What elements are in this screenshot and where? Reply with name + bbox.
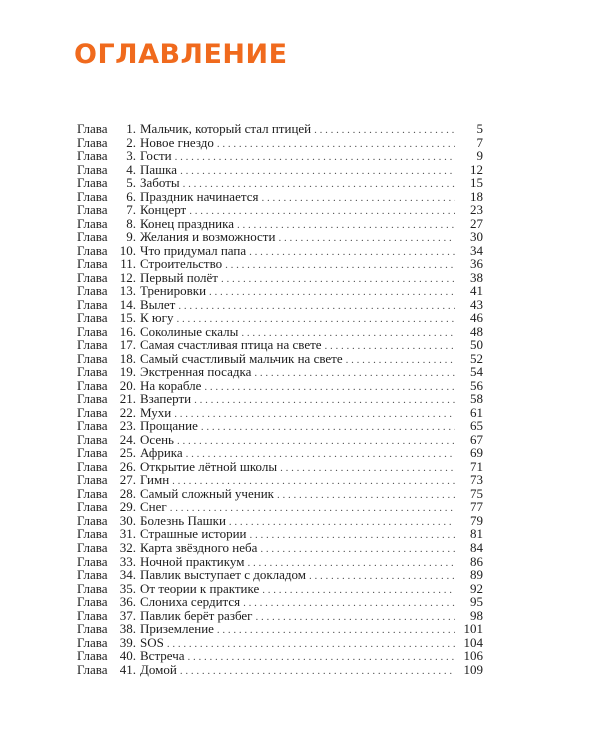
chapter-prefix: Глава	[77, 418, 108, 434]
chapter-prefix: Глава	[77, 472, 108, 488]
toc-entry	[77, 311, 483, 325]
page-number: 27	[470, 215, 483, 231]
page-number: 30	[470, 229, 483, 245]
dot-leader	[229, 516, 455, 530]
chapter-prefix: Глава	[77, 512, 108, 528]
chapter-prefix: Глава	[77, 553, 108, 569]
chapter-number: 11.	[120, 256, 136, 272]
chapter-prefix: Глава	[77, 661, 108, 677]
chapter-number: 3.	[126, 148, 136, 164]
chapter-title: На корабле	[140, 377, 202, 393]
page-number: 12	[470, 161, 483, 177]
chapter-prefix: Глава	[77, 539, 108, 555]
chapter-prefix: Глава	[77, 364, 108, 380]
chapter-title: Мальчик, который стал птицей	[140, 121, 312, 136]
chapter-prefix: Глава	[77, 567, 108, 583]
chapter-prefix: Глава	[77, 634, 108, 650]
chapter-number: 39.	[119, 634, 136, 650]
chapter-number: 34.	[119, 567, 136, 583]
toc-entry	[77, 379, 483, 393]
chapter-number: 6.	[126, 188, 136, 204]
toc-entry	[77, 433, 483, 447]
chapter-number: 22.	[119, 404, 136, 420]
chapter-prefix: Глава	[77, 648, 108, 664]
page-number: 92	[470, 580, 483, 596]
toc-entry	[77, 284, 483, 298]
page-number: 36	[470, 256, 483, 272]
page-number: 34	[470, 242, 483, 258]
chapter-title: Желания и возможности	[140, 229, 276, 245]
chapter-prefix: Глава	[77, 310, 108, 326]
page-number: 58	[470, 391, 483, 407]
toc-entry	[77, 230, 483, 244]
chapter-prefix: Глава	[77, 188, 108, 204]
chapter-prefix: Глава	[77, 256, 108, 272]
page-number: 43	[470, 296, 483, 312]
chapter-title: Вылет	[140, 296, 176, 312]
toc-entry	[77, 338, 483, 352]
dot-leader	[221, 273, 455, 287]
chapter-title: Что придумал папа	[140, 242, 247, 258]
toc-entry	[77, 595, 483, 609]
dot-leader	[309, 570, 455, 584]
chapter-prefix: Глава	[77, 458, 108, 474]
toc-entry	[77, 271, 483, 285]
toc-entry	[77, 446, 483, 460]
toc-entry	[77, 460, 483, 474]
page-number: 46	[470, 310, 483, 326]
dot-leader	[177, 435, 455, 449]
chapter-number: 18.	[119, 350, 136, 366]
toc-entry	[77, 244, 483, 258]
page-number: 38	[470, 269, 483, 285]
chapter-prefix: Глава	[77, 269, 108, 285]
dot-leader	[277, 489, 455, 503]
toc-entry	[77, 663, 483, 677]
chapter-number: 14.	[119, 296, 136, 312]
chapter-prefix: Глава	[77, 323, 108, 339]
chapter-prefix: Глава	[77, 404, 108, 420]
chapter-title: Домой	[140, 661, 177, 677]
toc-entry	[77, 649, 483, 663]
chapter-prefix: Глава	[77, 134, 108, 150]
chapter-title: Экстренная посадка	[140, 364, 252, 380]
dot-leader	[278, 232, 455, 246]
chapter-title: От теории к практике	[140, 580, 260, 596]
toc-entry	[77, 365, 483, 379]
chapter-prefix: Глава	[77, 229, 108, 245]
chapter-title: Павлик берёт разбег	[140, 607, 253, 623]
page-number: 41	[470, 283, 483, 299]
page-number: 71	[470, 458, 483, 474]
page-number: 5	[476, 121, 483, 136]
dot-leader	[256, 611, 456, 625]
dot-leader	[280, 462, 455, 476]
page-number: 61	[470, 404, 483, 420]
page-number: 69	[470, 445, 483, 461]
toc-entry	[77, 149, 483, 163]
chapter-number: 36.	[119, 594, 136, 610]
dot-leader	[217, 138, 455, 152]
dot-leader	[249, 529, 455, 543]
chapter-title: Самый счастливый мальчик на свете	[140, 350, 343, 366]
chapter-prefix: Глава	[77, 445, 108, 461]
chapter-prefix: Глава	[77, 594, 108, 610]
chapter-title: Карта звёздного неба	[140, 539, 258, 555]
chapter-prefix: Глава	[77, 175, 108, 191]
dot-leader	[167, 638, 455, 652]
toc-entry	[77, 636, 483, 650]
toc-entry	[77, 419, 483, 433]
page-number: 86	[470, 553, 483, 569]
chapter-number: 38.	[119, 621, 136, 637]
toc-entry	[77, 406, 483, 420]
chapter-title: Осень	[140, 431, 174, 447]
chapter-title: Открытие лётной школы	[140, 458, 278, 474]
chapter-number: 25.	[119, 445, 136, 461]
chapter-title: Встреча	[140, 648, 185, 664]
page-number: 98	[470, 607, 483, 623]
chapter-prefix: Глава	[77, 377, 108, 393]
chapter-title: Тренировки	[140, 283, 207, 299]
toc-entry	[77, 514, 483, 528]
chapter-number: 12.	[119, 269, 136, 285]
chapter-number: 13.	[119, 283, 136, 299]
chapter-prefix: Глава	[77, 296, 108, 312]
page-number: 50	[470, 337, 483, 353]
page-number: 73	[470, 472, 483, 488]
dot-leader	[225, 259, 455, 273]
chapter-number: 29.	[119, 499, 136, 515]
page-number: 15	[470, 175, 483, 191]
dot-leader	[180, 165, 455, 179]
chapter-prefix: Глава	[77, 607, 108, 623]
chapter-number: 30.	[119, 512, 136, 528]
dot-leader	[201, 421, 455, 435]
chapter-number: 33.	[119, 553, 136, 569]
chapter-title: SOS	[140, 634, 164, 650]
chapter-number: 24.	[119, 431, 136, 447]
chapter-prefix: Глава	[77, 161, 108, 177]
chapter-prefix: Глава	[77, 350, 108, 366]
chapter-prefix: Глава	[77, 621, 108, 637]
toc-entry	[77, 190, 483, 204]
chapter-title: Снег	[140, 499, 167, 515]
chapter-number: 4.	[126, 161, 136, 177]
chapter-prefix: Глава	[77, 337, 108, 353]
chapter-number: 31.	[119, 526, 136, 542]
chapter-number: 15.	[119, 310, 136, 326]
chapter-prefix: Глава	[77, 283, 108, 299]
toc-entry	[77, 622, 483, 636]
dot-leader	[204, 381, 455, 395]
chapter-number: 35.	[119, 580, 136, 596]
chapter-prefix: Глава	[77, 431, 108, 447]
chapter-prefix: Глава	[77, 215, 108, 231]
chapter-number: 26.	[119, 458, 136, 474]
toc-entry	[77, 582, 483, 596]
chapter-number: 16.	[119, 323, 136, 339]
page-number: 106	[463, 648, 483, 664]
dot-leader	[254, 367, 455, 381]
chapter-prefix: Глава	[77, 526, 108, 542]
page-number: 48	[470, 323, 483, 339]
toc-entry	[77, 122, 483, 136]
toc-entry	[77, 500, 483, 514]
chapter-title: Ночной практикум	[140, 553, 245, 569]
chapter-number: 21.	[119, 391, 136, 407]
chapter-number: 7.	[126, 202, 136, 218]
page-number: 109	[463, 661, 483, 677]
chapter-prefix: Глава	[77, 580, 108, 596]
chapter-title: Взаперти	[140, 391, 192, 407]
page-number: 54	[470, 364, 483, 380]
page-number: 7	[476, 134, 483, 150]
chapter-title: Страшные истории	[140, 526, 247, 542]
dot-leader	[249, 246, 455, 260]
page-number: 95	[470, 594, 483, 610]
chapter-title: Новое гнездо	[140, 134, 214, 150]
chapter-number: 10.	[119, 242, 136, 258]
chapter-number: 28.	[119, 485, 136, 501]
toc-entry	[77, 352, 483, 366]
chapter-number: 37.	[119, 607, 136, 623]
dot-leader	[262, 584, 455, 598]
toc-entry	[77, 203, 483, 217]
dot-leader	[175, 151, 455, 165]
chapter-title: Павлик выступает с докладом	[140, 567, 307, 583]
dot-leader	[346, 354, 455, 368]
dot-leader	[188, 651, 455, 665]
page-number: 52	[470, 350, 483, 366]
chapter-prefix: Глава	[77, 121, 108, 136]
chapter-title: Конец праздника	[140, 215, 235, 231]
toc-entry	[77, 163, 483, 177]
chapter-prefix: Глава	[77, 202, 108, 218]
chapter-title: Самый сложный ученик	[140, 485, 274, 501]
dot-leader	[217, 624, 455, 638]
chapter-prefix: Глава	[77, 499, 108, 515]
dot-leader	[194, 394, 455, 408]
chapter-title: Гимн	[140, 472, 170, 488]
toc-entry	[77, 487, 483, 501]
chapter-number: 9.	[126, 229, 136, 245]
page-number: 67	[470, 431, 483, 447]
chapter-number: 1.	[126, 121, 136, 136]
chapter-title: Болезнь Пашки	[140, 512, 226, 528]
dot-leader	[314, 124, 455, 138]
chapter-title: Приземление	[140, 621, 214, 637]
toc-entry	[77, 325, 483, 339]
dot-leader	[180, 665, 455, 679]
chapter-title: Концерт	[140, 202, 187, 218]
chapter-title: Прощание	[140, 418, 198, 434]
toc-entry	[77, 136, 483, 150]
page-number: 18	[470, 188, 483, 204]
dot-leader	[243, 597, 455, 611]
page-number: 101	[463, 621, 483, 637]
toc-entry	[77, 298, 483, 312]
dot-leader	[261, 192, 455, 206]
page-number: 65	[470, 418, 483, 434]
chapter-number: 20.	[119, 377, 136, 393]
page-number: 23	[470, 202, 483, 218]
page-number: 84	[470, 539, 483, 555]
chapter-title: Гости	[140, 148, 172, 164]
chapter-number: 17.	[119, 337, 136, 353]
dot-leader	[178, 300, 455, 314]
toc-entry	[77, 527, 483, 541]
chapter-title: Пашка	[140, 161, 178, 177]
chapter-title: Заботы	[140, 175, 180, 191]
table-of-contents	[77, 122, 483, 676]
chapter-prefix: Глава	[77, 148, 108, 164]
page-number: 75	[470, 485, 483, 501]
chapter-number: 8.	[126, 215, 136, 231]
page-number: 104	[463, 634, 483, 650]
page-number: 81	[470, 526, 483, 542]
toc-entry	[77, 609, 483, 623]
page-number: 79	[470, 512, 483, 528]
chapter-number: 2.	[126, 134, 136, 150]
toc-entry	[77, 176, 483, 190]
chapter-title: К югу	[140, 310, 174, 326]
chapter-prefix: Глава	[77, 485, 108, 501]
page-number: 9	[476, 148, 483, 164]
toc-entry	[77, 568, 483, 582]
toc-entry	[77, 217, 483, 231]
chapter-number: 23.	[119, 418, 136, 434]
chapter-title: Строительство	[140, 256, 223, 272]
chapter-number: 40.	[119, 648, 136, 664]
chapter-title: Слониха сердится	[140, 594, 241, 610]
dot-leader	[260, 543, 455, 557]
chapter-prefix: Глава	[77, 391, 108, 407]
page-title: ОГЛАВЛЕНИЕ	[74, 39, 288, 70]
dot-leader	[209, 286, 455, 300]
chapter-prefix: Глава	[77, 242, 108, 258]
chapter-number: 5.	[126, 175, 136, 191]
chapter-title: Праздник начинается	[140, 188, 259, 204]
toc-entry	[77, 541, 483, 555]
toc-entry	[77, 473, 483, 487]
page-number: 77	[470, 499, 483, 515]
chapter-title: Самая счастливая птица на свете	[140, 337, 322, 353]
toc-entry	[77, 392, 483, 406]
chapter-title: Первый полёт	[140, 269, 218, 285]
chapter-number: 41.	[119, 661, 136, 677]
chapter-title: Соколиные скалы	[140, 323, 239, 339]
chapter-title: Мухи	[140, 404, 172, 420]
chapter-number: 27.	[119, 472, 136, 488]
toc-entry	[77, 555, 483, 569]
chapter-number: 19.	[119, 364, 136, 380]
dot-leader	[174, 408, 455, 422]
chapter-number: 32.	[119, 539, 136, 555]
toc-entry	[77, 257, 483, 271]
page-number: 89	[470, 567, 483, 583]
chapter-title: Африка	[140, 445, 183, 461]
page-number: 56	[470, 377, 483, 393]
